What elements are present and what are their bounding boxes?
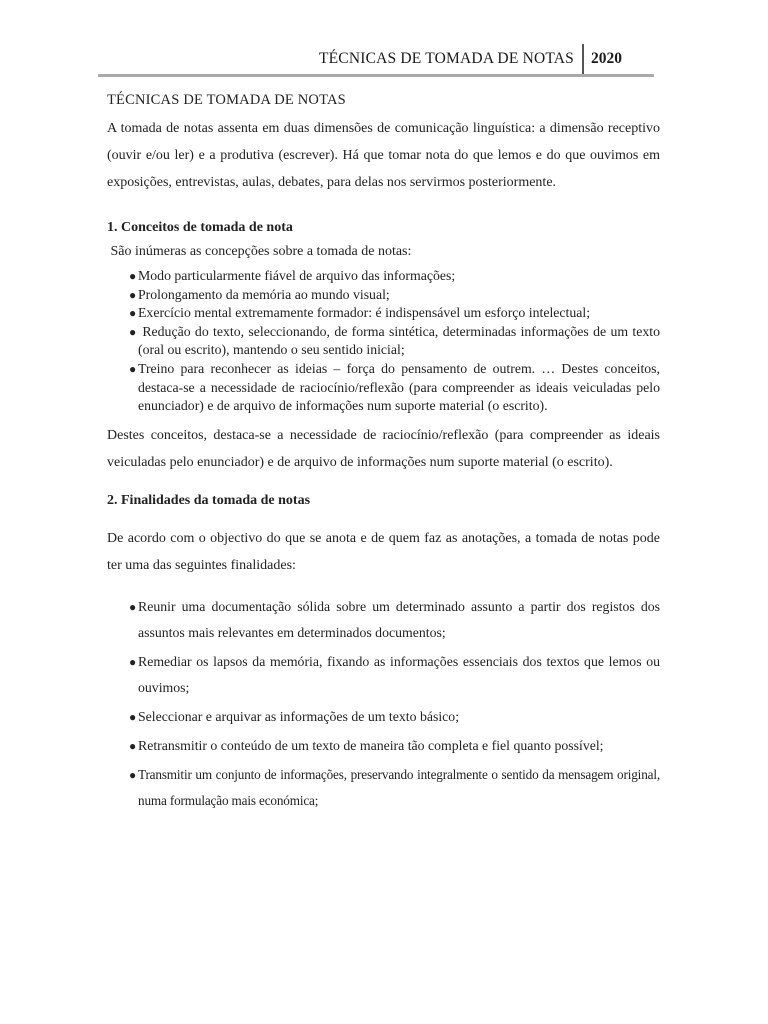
bullet-icon: ● — [129, 709, 137, 724]
list-item: ● Retransmitir o conteúdo de um texto de maneira tão completa e fiel quanto possível; — [107, 733, 660, 759]
bullet-icon: ● — [129, 287, 137, 302]
bullet-icon: ● — [129, 654, 137, 669]
list-item: ● Redução do texto, seleccionando, de forma sintética, determinadas informações de um texto (oral ou escrito), mantendo o seu sentido inicial; — [129, 323, 664, 358]
list-item: ● Remediar os lapsos da memória, fixando as informações essenciais dos textos que lemos ou ouvimos; — [107, 649, 660, 701]
section-1-lead: São inúmeras as concepções sobre a tomada de notas: — [107, 244, 412, 259]
list-item: ● Seleccionar e arquivar as informações de um texto básico; — [107, 704, 660, 730]
bullet-icon: ● — [129, 306, 137, 321]
document-title: TÉCNICAS DE TOMADA DE NOTAS — [107, 92, 346, 108]
list-item: ● Modo particularmente fiável de arquivo das informações; — [107, 267, 660, 286]
section-2-list — [107, 594, 660, 814]
bullet-icon: ● — [129, 738, 137, 753]
intro-paragraph: A tomada de notas assenta em duas dimensões de comunicação linguística: a dimensão receptivo (ouvir e/ou ler) e a produtiva (escrever). Há que tomar nota do que lemos e do que ouvimos em exposições, entrevistas, aulas, debates, para delas nos servirmos posteriormente. — [107, 121, 660, 190]
header-year: 2020 — [591, 50, 622, 67]
list-item: ● Prolongamento da memória ao mundo visual; — [107, 286, 660, 305]
header-separator — [582, 44, 584, 74]
bullet-icon: ● — [129, 599, 137, 614]
section-2-lead: De acordo com o objectivo do que se anota e de quem faz as anotações, a tomada de notas pode ter uma das seguintes finalidades: — [107, 530, 660, 573]
document-body — [107, 92, 664, 817]
section-1-heading: 1. Conceitos de tomada de nota — [107, 220, 293, 235]
section-2-heading: 2. Finalidades da tomada de notas — [107, 492, 311, 508]
header-title: TÉCNICAS DE TOMADA DE NOTAS — [318, 50, 574, 67]
bullet-icon: ● — [129, 324, 137, 339]
list-item: ● Exercício mental extremamente formador: é indispensável um esforço intelectual; — [107, 304, 660, 323]
page-header — [98, 44, 654, 77]
list-item: ● Reunir uma documentação sólida sobre um determinado assunto a partir dos registos dos assuntos mais relevantes em determinados documentos; — [107, 594, 660, 646]
section-1-list — [107, 267, 664, 416]
section-1-conclusion: Destes conceitos, destaca-se a necessidade de raciocínio/reflexão (para compreender as ideais veiculadas pelo enunciador) e de arquivo de informações num suporte material (o escrito). — [107, 427, 660, 470]
list-item: ● Treino para reconhecer as ideias – força do pensamento de outrem. … Destes conceitos, destaca-se a necessidade de raciocínio/reflexão (para compreender as ideais veiculadas pelo enunciador) e de arquivo de informações num suporte material (o escrito). — [129, 360, 660, 414]
bullet-icon: ● — [129, 269, 137, 283]
bullet-icon: ● — [129, 361, 137, 376]
bullet-icon: ● — [129, 767, 137, 782]
list-item: ● Transmitir um conjunto de informações, preservando integralmente o sentido da mensagem original, numa formulação mais económica; — [107, 762, 660, 814]
